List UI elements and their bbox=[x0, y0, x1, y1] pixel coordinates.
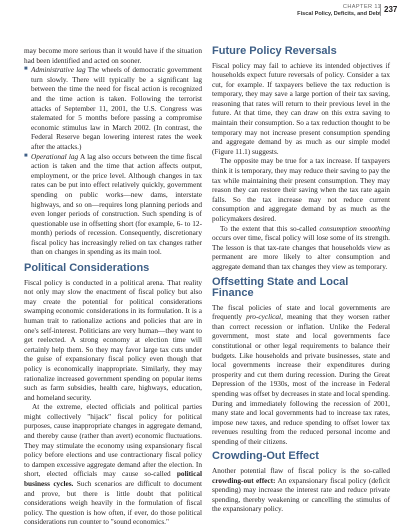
key-term: political business cycles. bbox=[24, 469, 202, 489]
paragraph: The opposite may be true for a tax increase. If taxpayers think it is temporary, they may reduce their saving to pay the tax while maintaining their present consumption. They may reason they can restore their saving when the tax rate again falls. So the tax increase may not reduce current consumption and aggregate demand by as much as the policymakers desired. bbox=[212, 156, 390, 223]
text-run: To the extent that this so-called bbox=[220, 223, 320, 233]
text-run: An expansionary fiscal policy (deficit spending) may increase the interest rate and reduce private spending, thereby weakening or cancelling the stimulus of the expansionary policy. bbox=[212, 475, 390, 514]
key-term: pro-cyclical bbox=[246, 312, 282, 322]
list-item-text: A lag also occurs between the time fiscal action is taken and the time that action affects output, employment, or the price level. Although changes in tax rates can be put into effect relatively quickly, government spending on public works—new dams, interstate highways, and so on—requires long planning periods and even longer periods of construction. Such spending is of questionable use in offsetting short (for example, 6- to 12-month) periods of recession. Consequently, discretionary fiscal policy has increasingly relied on tax changes rather than on changes in spending as its main tool. bbox=[31, 151, 202, 257]
text-run: Such scenarios are difficult to document and prove, but there is little doubt that political considerations weigh heavily in the formulation of fiscal policy. The question is how often, if ever, do those political considerations run counter to "sound economics." bbox=[24, 479, 202, 527]
running-header bbox=[297, 4, 381, 19]
list-item-text: The wheels of democratic government turn slowly. There will typically be a significant lag between the time the need for fiscal action is recognized and the time action is taken. Following the terrorist attacks of September 11, 2001, the U.S. Congress was stalemated for 5 months before passing a compromise economic stimulus law in March 2002. (In contrast, the Federal Reserve began lowering interest rates the week after the attacks.) bbox=[31, 65, 202, 151]
paragraph bbox=[212, 466, 390, 514]
bullet-icon: ■ bbox=[24, 152, 28, 159]
paragraph bbox=[212, 224, 390, 272]
lag-list bbox=[24, 65, 202, 257]
bullet-icon: ■ bbox=[24, 66, 28, 73]
paragraph: Fiscal policy may fail to achieve its intended objectives if households expect future reversals of policy. Consider a tax cut, for example. If taxpayers believe the tax reduction is temporary, they may save a large portion of their tax saving, reasoning that rates will return to their previous level in the future. At that time, they can draw on this extra saving to maintain their consumption. So a tax reduction thought to be temporary may not increase present consumption spending and aggregate demand by as much as our simple model (Figure 11.1) suggests. bbox=[212, 60, 390, 156]
section-heading: Future Policy Reversals bbox=[212, 45, 337, 57]
list-item bbox=[24, 152, 202, 258]
left-column bbox=[24, 46, 202, 527]
paragraph: Fiscal policy is conducted in a political arena. That reality not only may slow the enactment of fiscal policy but also may create the potential for political considerations swamping economic considerations in its formulation. It is a human trait to rationalize actions and policies that are in one's self-interest. Politicians are very human—they want to get reelected. A strong economy at election time will certainly help them. So they may favor large tax cuts under the guise of expansionary fiscal policy even though that policy is economically inappropriate. Similarly, they may rationalize increased government spending on popular items such as farm subsidies, health care, highways, education, and homeland security. bbox=[24, 277, 202, 402]
section-heading: Offsetting State and Local Finance bbox=[212, 275, 349, 300]
section-heading: Political Considerations bbox=[24, 262, 150, 275]
text-run: , meaning that they worsen rather than correct recession or inflation. Unlike the Federal government, most state and local governments face constitutional or other legal requirements to balance their budgets. Like households and private businesses, state and local governments increase their expenditures during prosperity and cut them during recession. During the Great Depression of the 1930s, most of the increase in Federal spending was offset by decreases in state and local spending. During and immediately following the recession of 2001, many state and local governments had to increase tax rates, impose new taxes, and reduce spending to offset lower tax revenues resulting from the reduced personal income and spending of their citizens. bbox=[212, 312, 391, 446]
text-run: At the extreme, elected officials and political parties might collectively "hijack" fiscal policy for political purposes, cause inappropriate changes in aggregate demand, and thereby cause (rather than avert) economic fluctuations. They may stimulate the economy using expansionary fiscal policy before elections and use contractionary fiscal policy to dampen excessive aggregate demand after the election. In short, elected officials may cause so-called bbox=[24, 402, 202, 479]
text-run: The fiscal policies of state and local governments are frequently bbox=[212, 302, 390, 322]
paragraph: may become more serious than it would have if the situation had been identified and acted on sooner. bbox=[24, 46, 202, 65]
text-run: Another potential flaw of fiscal policy is the so-called bbox=[212, 465, 390, 475]
term: Operational lag bbox=[31, 151, 79, 161]
chapter-label: CHAPTER 11 bbox=[342, 4, 381, 10]
chapter-title: Fiscal Policy, Deficits, and Debt bbox=[297, 11, 381, 18]
page-number: 237 bbox=[380, 4, 401, 16]
text-run: occurs over time, fiscal policy will lose some of its strength. The lesson is that tax-rate changes that households view as permanent are more likely to alter consumption and aggregate demand than tax changes they view as temporary. bbox=[212, 233, 390, 271]
list-item bbox=[24, 65, 202, 151]
paragraph bbox=[212, 303, 390, 447]
term: Administrative lag bbox=[31, 65, 86, 75]
right-column bbox=[212, 46, 390, 514]
section-heading: Crowding-Out Effect bbox=[212, 450, 319, 463]
paragraph bbox=[24, 402, 202, 527]
key-term: crowding-out effect: bbox=[212, 475, 276, 485]
key-term: consumption smoothing bbox=[319, 223, 390, 233]
